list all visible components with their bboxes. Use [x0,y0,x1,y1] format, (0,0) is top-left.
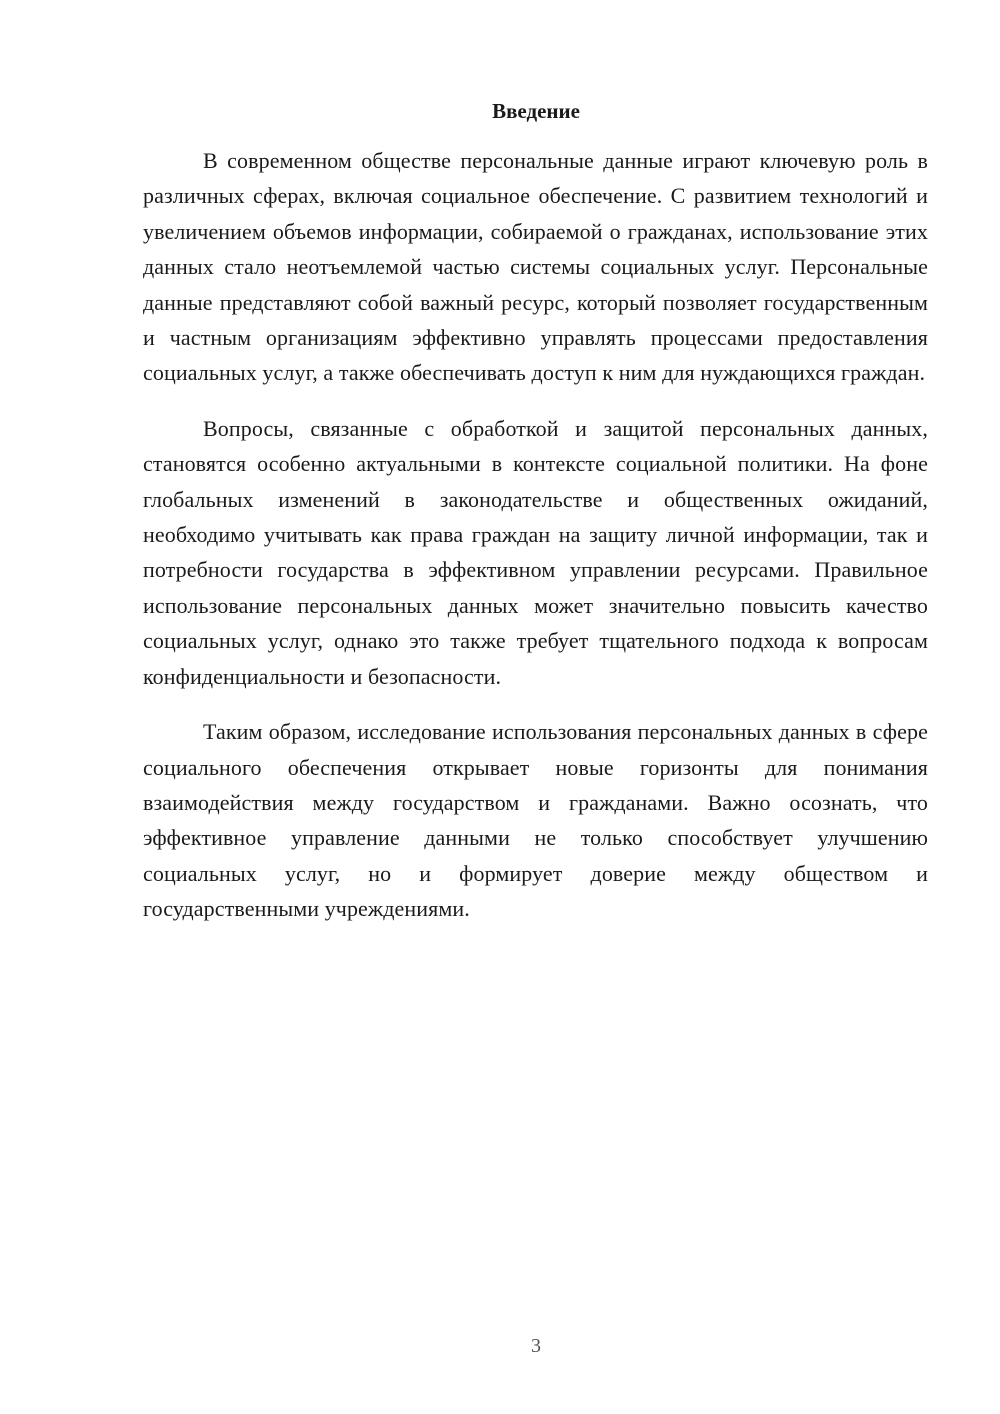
paragraph-3: Таким образом, исследование использования персональных данных в сфере социального обеспечения открывает новые горизонты для понимания взаимодействия между государством и гражданами. Важно осознать, что эффективное управление данными не только способствует улучшению социальных услуг, но и формирует доверие между обществом и государственными учреждениями. [143,719,928,922]
paragraph-2: Вопросы, связанные с обработкой и защитой персональных данных, становятся особенно актуальными в контексте социальной политики. На фоне глобальных изменений в законодательстве и общественных ожиданий, необходимо учитывать как права граждан на защиту личной информации, так и потребности государства в эффективном управлении ресурсами. Правильное использование персональных данных может значительно повысить качество социальных услуг, однако это также требует тщательного подхода к вопросам конфиденциальности и безопасности. [143,415,928,689]
section-title: Введение [492,99,580,123]
body-text [143,143,928,947]
page-number: 3 [531,1335,541,1357]
paragraph-1: В современном обществе персональные данные играют ключевую роль в различных сферах, включая социальное обеспечение. С развитием технологий и увеличением объемов информации, собираемой о гражданах, использование этих данных стало неотъемлемой частью системы социальных услуг. Персональные данные представляют собой важный ресурс, который позволяет государственным и частным организациям эффективно управлять процессами предоставления социальных услуг, а также обеспечивать доступ к ним для нуждающихся граждан. [143,148,928,386]
